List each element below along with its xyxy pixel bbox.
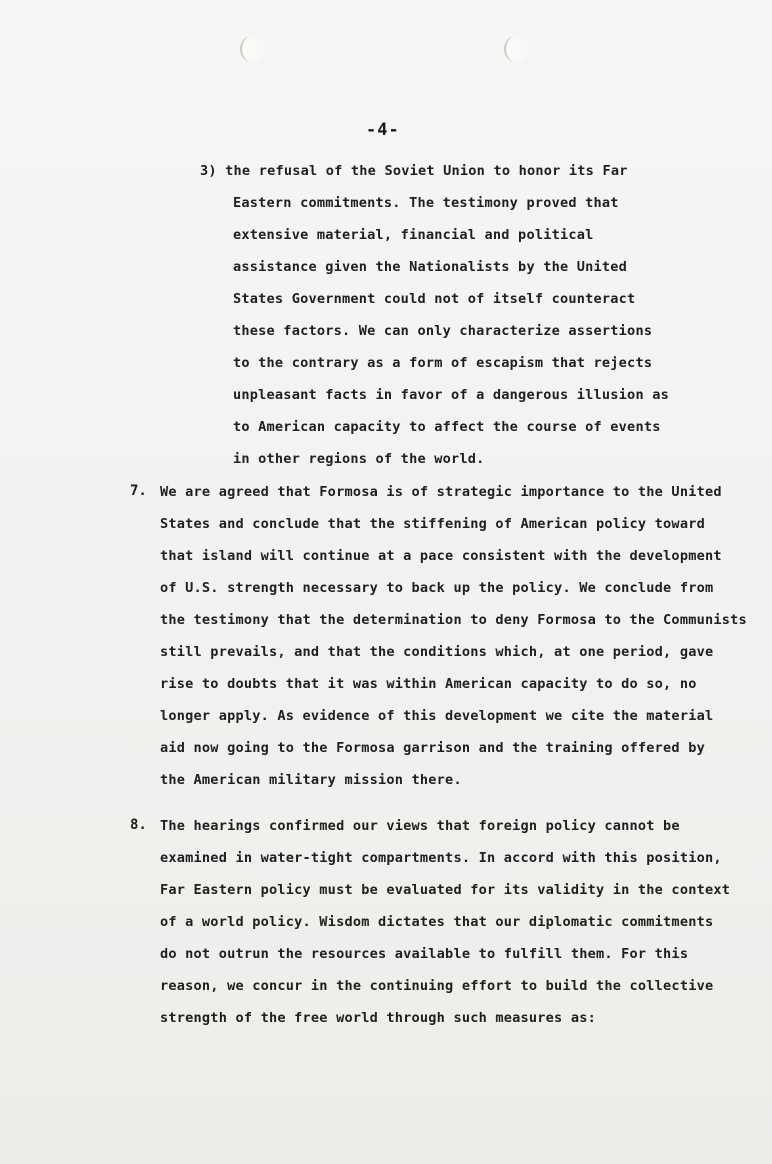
text-line: 3) the refusal of the Soviet Union to honor its Far xyxy=(200,163,628,179)
item-number: 8. xyxy=(130,817,147,833)
text-line: the testimony that the determination to deny Formosa to the Communists xyxy=(160,612,747,628)
text-line: that island will continue at a pace consistent with the development xyxy=(160,548,722,564)
text-line: Far Eastern policy must be evaluated for its validity in the context xyxy=(160,882,731,898)
text-line: do not outrun the resources available to fulfill them. For this xyxy=(160,946,689,962)
text-line: unpleasant facts in favor of a dangerous illusion as xyxy=(233,387,669,403)
text-line: The hearings confirmed our views that foreign policy cannot be xyxy=(160,818,680,834)
text-line: to the contrary as a form of escapism that rejects xyxy=(233,355,653,371)
text-line: examined in water-tight compartments. In accord with this position, xyxy=(160,850,722,866)
punch-hole-right xyxy=(504,36,528,62)
text-line: States Government could not of itself counteract xyxy=(233,291,636,307)
text-line: extensive material, financial and political xyxy=(233,227,594,243)
text-line: rise to doubts that it was within American capacity to do so, no xyxy=(160,676,697,692)
text-line: these factors. We can only characterize assertions xyxy=(233,323,653,339)
text-line: States and conclude that the stiffening of American policy toward xyxy=(160,516,705,532)
text-line: strength of the free world through such measures as: xyxy=(160,1010,596,1026)
text-line: assistance given the Nationalists by the United xyxy=(233,259,628,275)
page-number: -4- xyxy=(366,120,400,140)
text-line: to American capacity to affect the course of events xyxy=(233,419,661,435)
item-number: 7. xyxy=(130,483,147,499)
text-line: still prevails, and that the conditions which, at one period, gave xyxy=(160,644,714,660)
text-line: longer apply. As evidence of this development we cite the material xyxy=(160,708,714,724)
text-line: of U.S. strength necessary to back up the policy. We conclude from xyxy=(160,580,714,596)
punch-hole-left xyxy=(240,36,264,62)
text-line: Eastern commitments. The testimony proved that xyxy=(233,195,619,211)
text-line: the American military mission there. xyxy=(160,772,462,788)
text-line: We are agreed that Formosa is of strategic importance to the United xyxy=(160,484,722,500)
text-line: reason, we concur in the continuing effort to build the collective xyxy=(160,978,714,994)
text-line: in other regions of the world. xyxy=(233,451,485,467)
text-line: of a world policy. Wisdom dictates that our diplomatic commitments xyxy=(160,914,714,930)
text-line: aid now going to the Formosa garrison and the training offered by xyxy=(160,740,705,756)
